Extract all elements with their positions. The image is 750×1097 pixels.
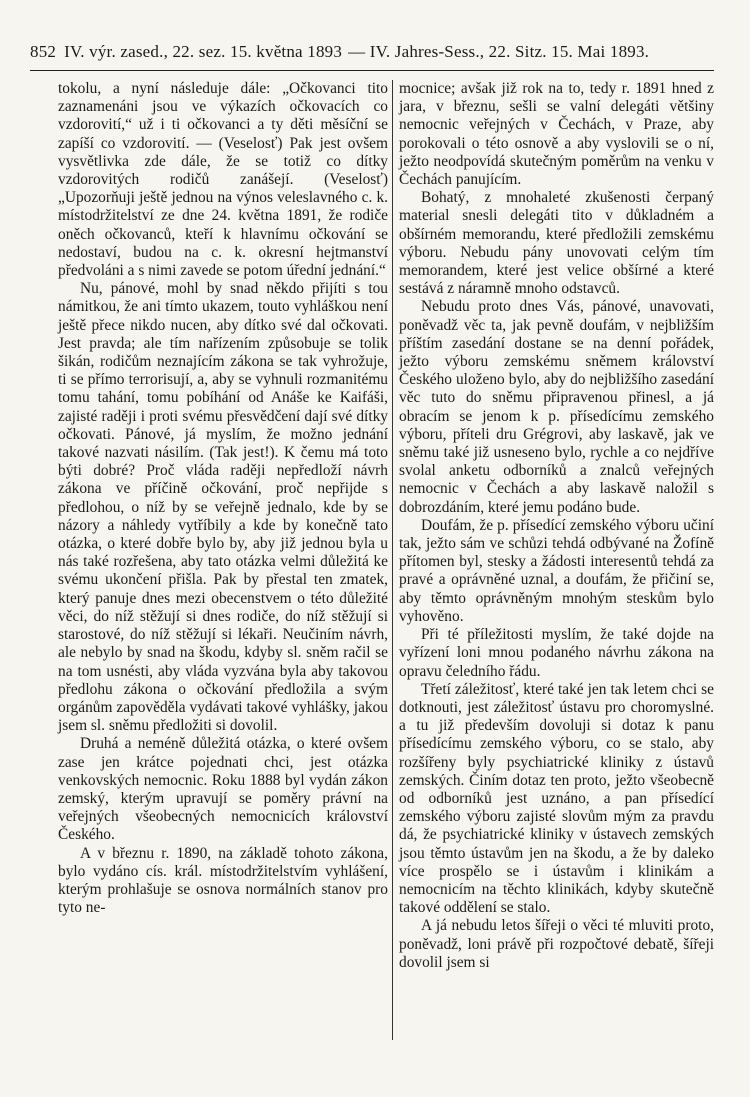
paragraph: A já nebudu letos šířeji o věci té mluviti proto, poněvadž, loni právě při rozpočtové debatě, šířeji dovolil jsem si	[399, 917, 714, 971]
right-column	[399, 80, 714, 1057]
paragraph: Při té příležitosti myslím, že také dojde na vyřízení loni mnou podaného návrhu zákona na opravu čeledního řádu.	[399, 626, 714, 680]
header-title-german: — IV. Jahres-Sess., 22. Sitz. 15. Mai 1893.	[348, 42, 650, 61]
page-number: 852	[30, 42, 57, 61]
header-rule	[30, 70, 714, 71]
paragraph: Doufám, že p. přísedící zemského výboru učiní tak, ježto sám ve schůzi tehdá odbývané na Žofíně přítomen byl, stesky a žádosti interesentů tehdá za pravé a oprávněné uznal, a doufám, že přičiní se, aby těmto oprávněným mnohým steskům bylo vyhověno.	[399, 516, 714, 625]
page-header	[30, 42, 714, 64]
paragraph: Bohatý, z mnohaleté zkušenosti čerpaný material snesli delegáti tito v důkladném a obšírném memorandu, které předložili zemskému výboru. Nebudu pány unovovati celým tím memorandem, které jest velice obšírné a které sestává z náramně mnoho odstavců.	[399, 189, 714, 298]
paragraph: mocnice; avšak již rok na to, tedy r. 1891 hned z jara, v březnu, sešli se valní delegáti většiny nemocnic veřejných v Čechách, v Praze, aby porokovali o této osnově a aby vyslovili se o ní, ježto neodpovídá skutečným poměrům na venku v Čechách panujícím.	[399, 80, 714, 189]
paragraph: Druhá a neméně důležitá otázka, o které ovšem zase jen krátce pojednati chci, jest otázka venkovských nemocnic. Roku 1888 byl vydán zákon zemský, kterým upravují se poměry právní na veřejných všeobecných nemocnicích království Českého.	[58, 735, 388, 844]
left-column	[58, 80, 388, 1057]
paragraph: tokolu, a nyní následuje dále: „Očkovanci tito zaznamenáni jsou ve výkazích očkovacích co vzdorovití,“ už i ti očkovanci a ty děti měsíční se zapíší co vzdorovití. — (Veselosť) Pak jest ovšem vysvětlivka zde dále, že se totiž co dítky vzdorovitých rodičů zanášejí. (Veselosť) „Upozorňuji ještě jednou na výnos veleslavného c. k. místodržitelství ze dne 24. května 1891, že rodiče oněch očkovanců, kteří k hlavnímu očkování se nedostaví, budou na c. k. okresní hejtmanství předvoláni a s nimi zavede se potom úřední jednání.“	[58, 80, 388, 280]
paragraph: A v březnu r. 1890, na základě tohoto zákona, bylo vydáno cís. král. místodržitelstvím vyhlášení, kterým prohlašuje se osnova normálních stanov pro tyto ne-	[58, 844, 388, 917]
paragraph: Třetí záležitosť, které také jen tak letem chci se dotknouti, jest záležitosť ústavu pro choromyslné. a tu již především dovoluji si dotaz k panu přísedícímu zemského výboru, co se stalo, aby rozšířeny byly psychiatrické kliniky z ústavů zemských. Činím dotaz ten proto, ježto všeobecně od odborníků jest uznáno, a pan přísedící zemského výboru zajisté slovům mým za pravdu dá, že psychiatrické kliniky v ústavech zemských jsou těmto ústavům jen na škodu, a že by daleko více prospělo se i ústavům i klinikám a nemocnicím na těchto klinikách, kdyby skutečně takové oddělení se stalo.	[399, 680, 714, 917]
column-divider	[392, 80, 393, 1040]
paragraph: Nu, pánové, mohl by snad někdo přijíti s tou námitkou, že ani tímto ukazem, touto vyhláškou není ještě přece nikdo nucen, aby dítko své dal očkovati. Jest pravda; ale tím nařízením způsobuje se tolik šikán, rodičům neznajícím zákona se tak vyhrožuje, ti se přímo terrorisují, a, aby se vyhnuli rozmanitému tomu tahání, tomu pobíhání od Anáše ke Kaifáši, zajisté raději i proti svému přesvědčení dají své dítky očkovati. Pánové, já myslím, že možno jednání takové nazvati násilím. (Tak jest!). K čemu má toto býti dobré? Proč vláda raději nepředloží návrh zákona ve příčině očkování, proč nepřijde s předlohou, o níž by se veřejně jednalo, kde by se názory a náhledy vytříbily a kde by konečně tato otázka, o které dobře bylo by, aby již jednou byla u nás také rozřešena, aby tato otázka velmi důležitá ke svému ukončení přišla. Pak by přestal ten zmatek, který panuje dnes mezi obecenstvem o této důležité věci, do níž stěžují si dnes rodiče, do níž stěžují si starostové, do níž stěžují si lékaři. Neučiním návrh, ale nebylo by snad na škodu, kdyby sl. sněm račil se na tom usnésti, aby vláda vyzvána byla aby takovou předlohu zákona o očkování předložila a svým orgánům zapověděla vydávati takové vyhlášky, jakou jsem sl. sněmu předložiti si dovolil.	[58, 280, 388, 735]
paragraph: Nebudu proto dnes Vás, pánové, unavovati, poněvadž věc ta, jak pevně doufám, v nejbližším příštím zasedání dostane se na denní pořádek, ježto výboru zemskému sněmem království Českého uloženo bylo, aby do nejbližšího zasedání věc tuto do sněmu připravenou přinesl, a já obracím se jenom k p. přísedícímu zemského výboru, příteli dru Grégrovi, aby laskavě, jak ve sněmu také již usneseno bylo, rychle a co nejdříve svolal anketu odborníků a znalců veřejných nemocnic v Čechách a aby laskavě naložil s dobrozdáním, které jemu podáno bude.	[399, 298, 714, 516]
header-title-czech: IV. výr. zased., 22. sez. 15. května 1893	[64, 42, 343, 61]
